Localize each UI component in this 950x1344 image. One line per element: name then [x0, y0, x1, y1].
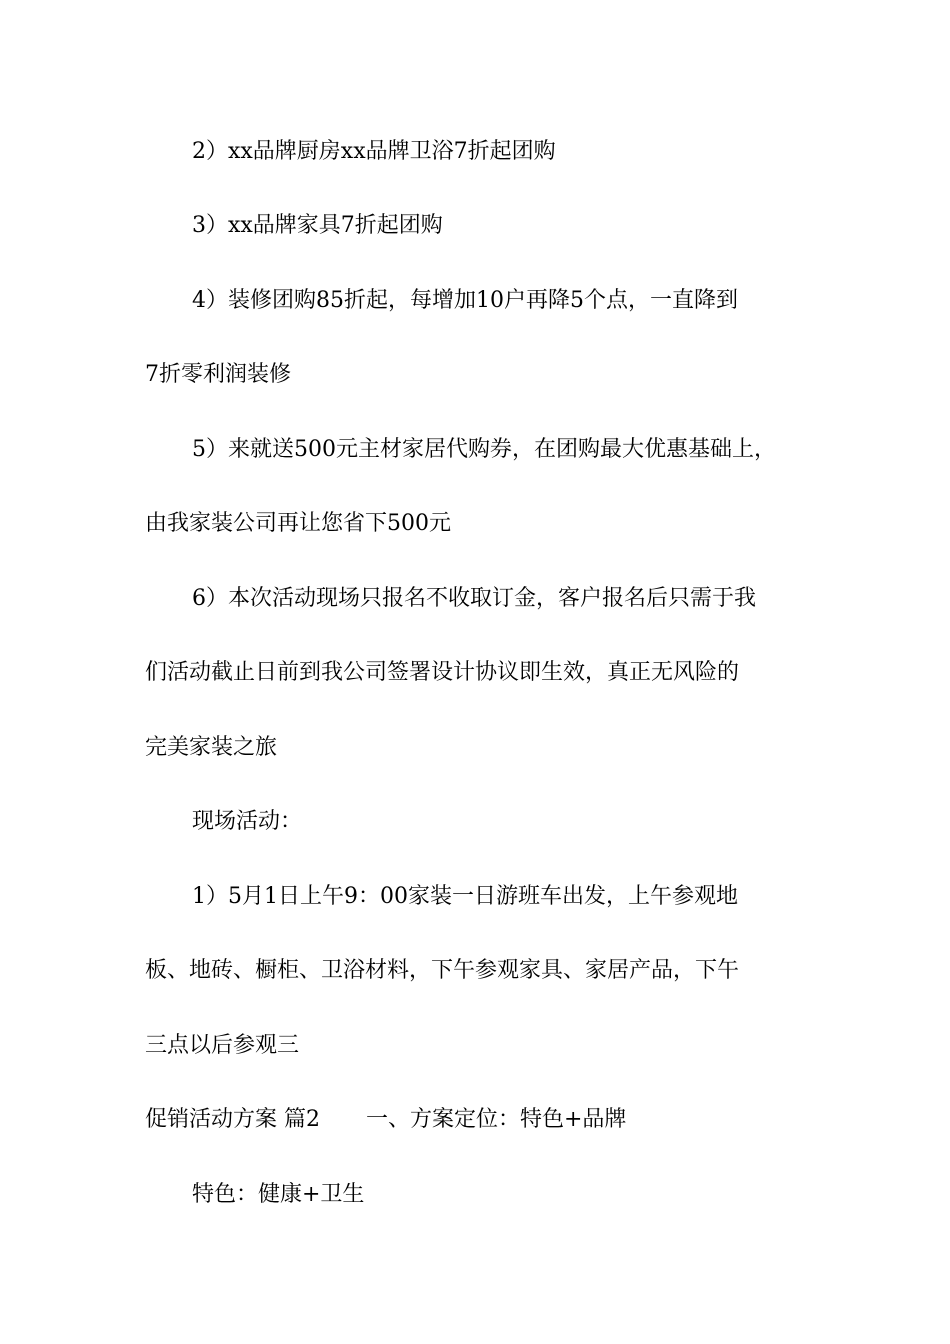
section-title: 促销活动方案 篇2: [145, 1107, 320, 1132]
section-heading: 一、方案定位：特色+品牌: [366, 1107, 627, 1132]
section-heading-line: [145, 1105, 845, 1135]
paragraph-line: 板、地砖、橱柜、卫浴材料，下午参观家具、家居产品，下午: [145, 958, 740, 983]
paragraph-line: 完美家装之旅: [145, 735, 278, 760]
paragraph-line: 由我家装公司再让您省下500元: [145, 511, 451, 536]
paragraph-line: 3）xx品牌家具7折起团购: [192, 213, 443, 238]
paragraph-line: 4）装修团购85折起，每增加10户再降5个点，一直降到: [192, 288, 738, 313]
paragraph-line: 5）来就送500元主材家居代购券，在团购最大优惠基础上，: [192, 437, 776, 462]
paragraph-line: 7折零利润装修: [145, 362, 291, 387]
paragraph-line: 三点以后参观三: [145, 1033, 300, 1058]
paragraph-line: 6）本次活动现场只报名不收取订金，客户报名后只需于我: [192, 586, 756, 611]
paragraph-line: 现场活动：: [192, 809, 303, 834]
paragraph-line: 1）5月1日上午9：00家装一日游班车出发，上午参观地: [192, 884, 738, 909]
paragraph-line: 2）xx品牌厨房xx品牌卫浴7折起团购: [192, 139, 556, 164]
paragraph-line: 们活动截止日前到我公司签署设计协议即生效，真正无风险的: [145, 660, 740, 685]
feature-line: 特色：健康+卫生: [192, 1182, 365, 1207]
